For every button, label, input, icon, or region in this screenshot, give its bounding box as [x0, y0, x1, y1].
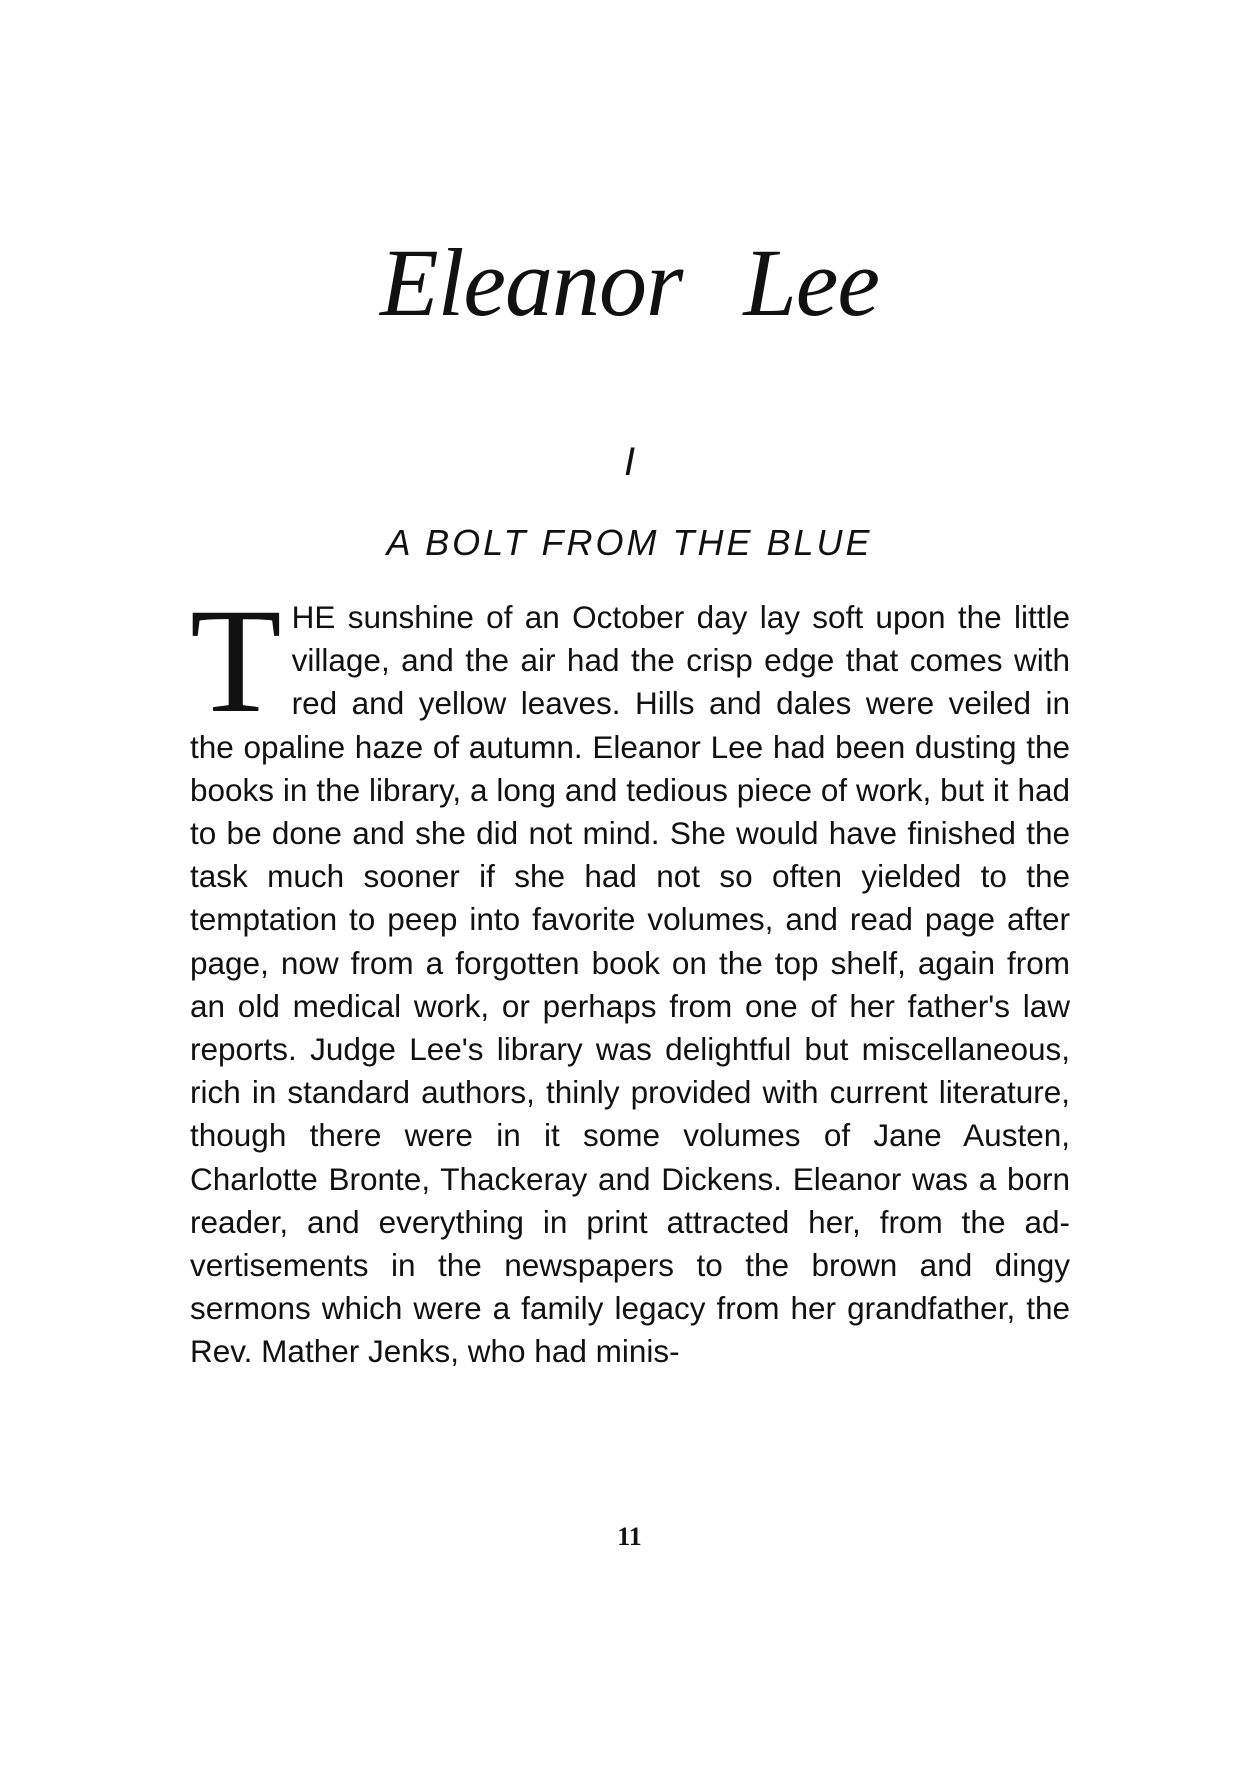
- drop-cap-letter: T: [190, 578, 282, 744]
- page-number: 11: [617, 1522, 642, 1551]
- chapter-title: A BOLT FROM THE BLUE: [386, 522, 873, 563]
- chapter-number: I: [623, 440, 636, 484]
- paragraph-text: HE sunshine of an October day lay soft upon the little village, and the air had the crisp edge that comes with red and yellow leaves. Hills and dales were veiled in the opaline haze of autumn. Eleanor Lee had been dusting the books in the library, a long and tedious piece of work, but it had to be done and she did not mind. She would have finished the task much sooner if she had not so often yielded to the temptation to peep into favorite volumes, and read page after page, now from a forgotten book on the top shelf, again from an old medical work, or perhaps from one of her father's law reports. Judge Lee's library was delightful but miscellaneous, rich in standard authors, thinly provided with current literature, though there were in it some volumes of Jane Austen, Charlotte Bronte, Thackeray and Dickens. Eleanor was a born reader, and everything in print attracted her, from the advertisements in the newspapers to the brown and dingy sermons which were a family legacy from her grandfather, the Rev. Mather Jenks, who had minis-: [190, 599, 1070, 1370]
- chapter-paragraph: [190, 578, 1070, 1374]
- book-title: Eleanor Lee: [380, 229, 879, 336]
